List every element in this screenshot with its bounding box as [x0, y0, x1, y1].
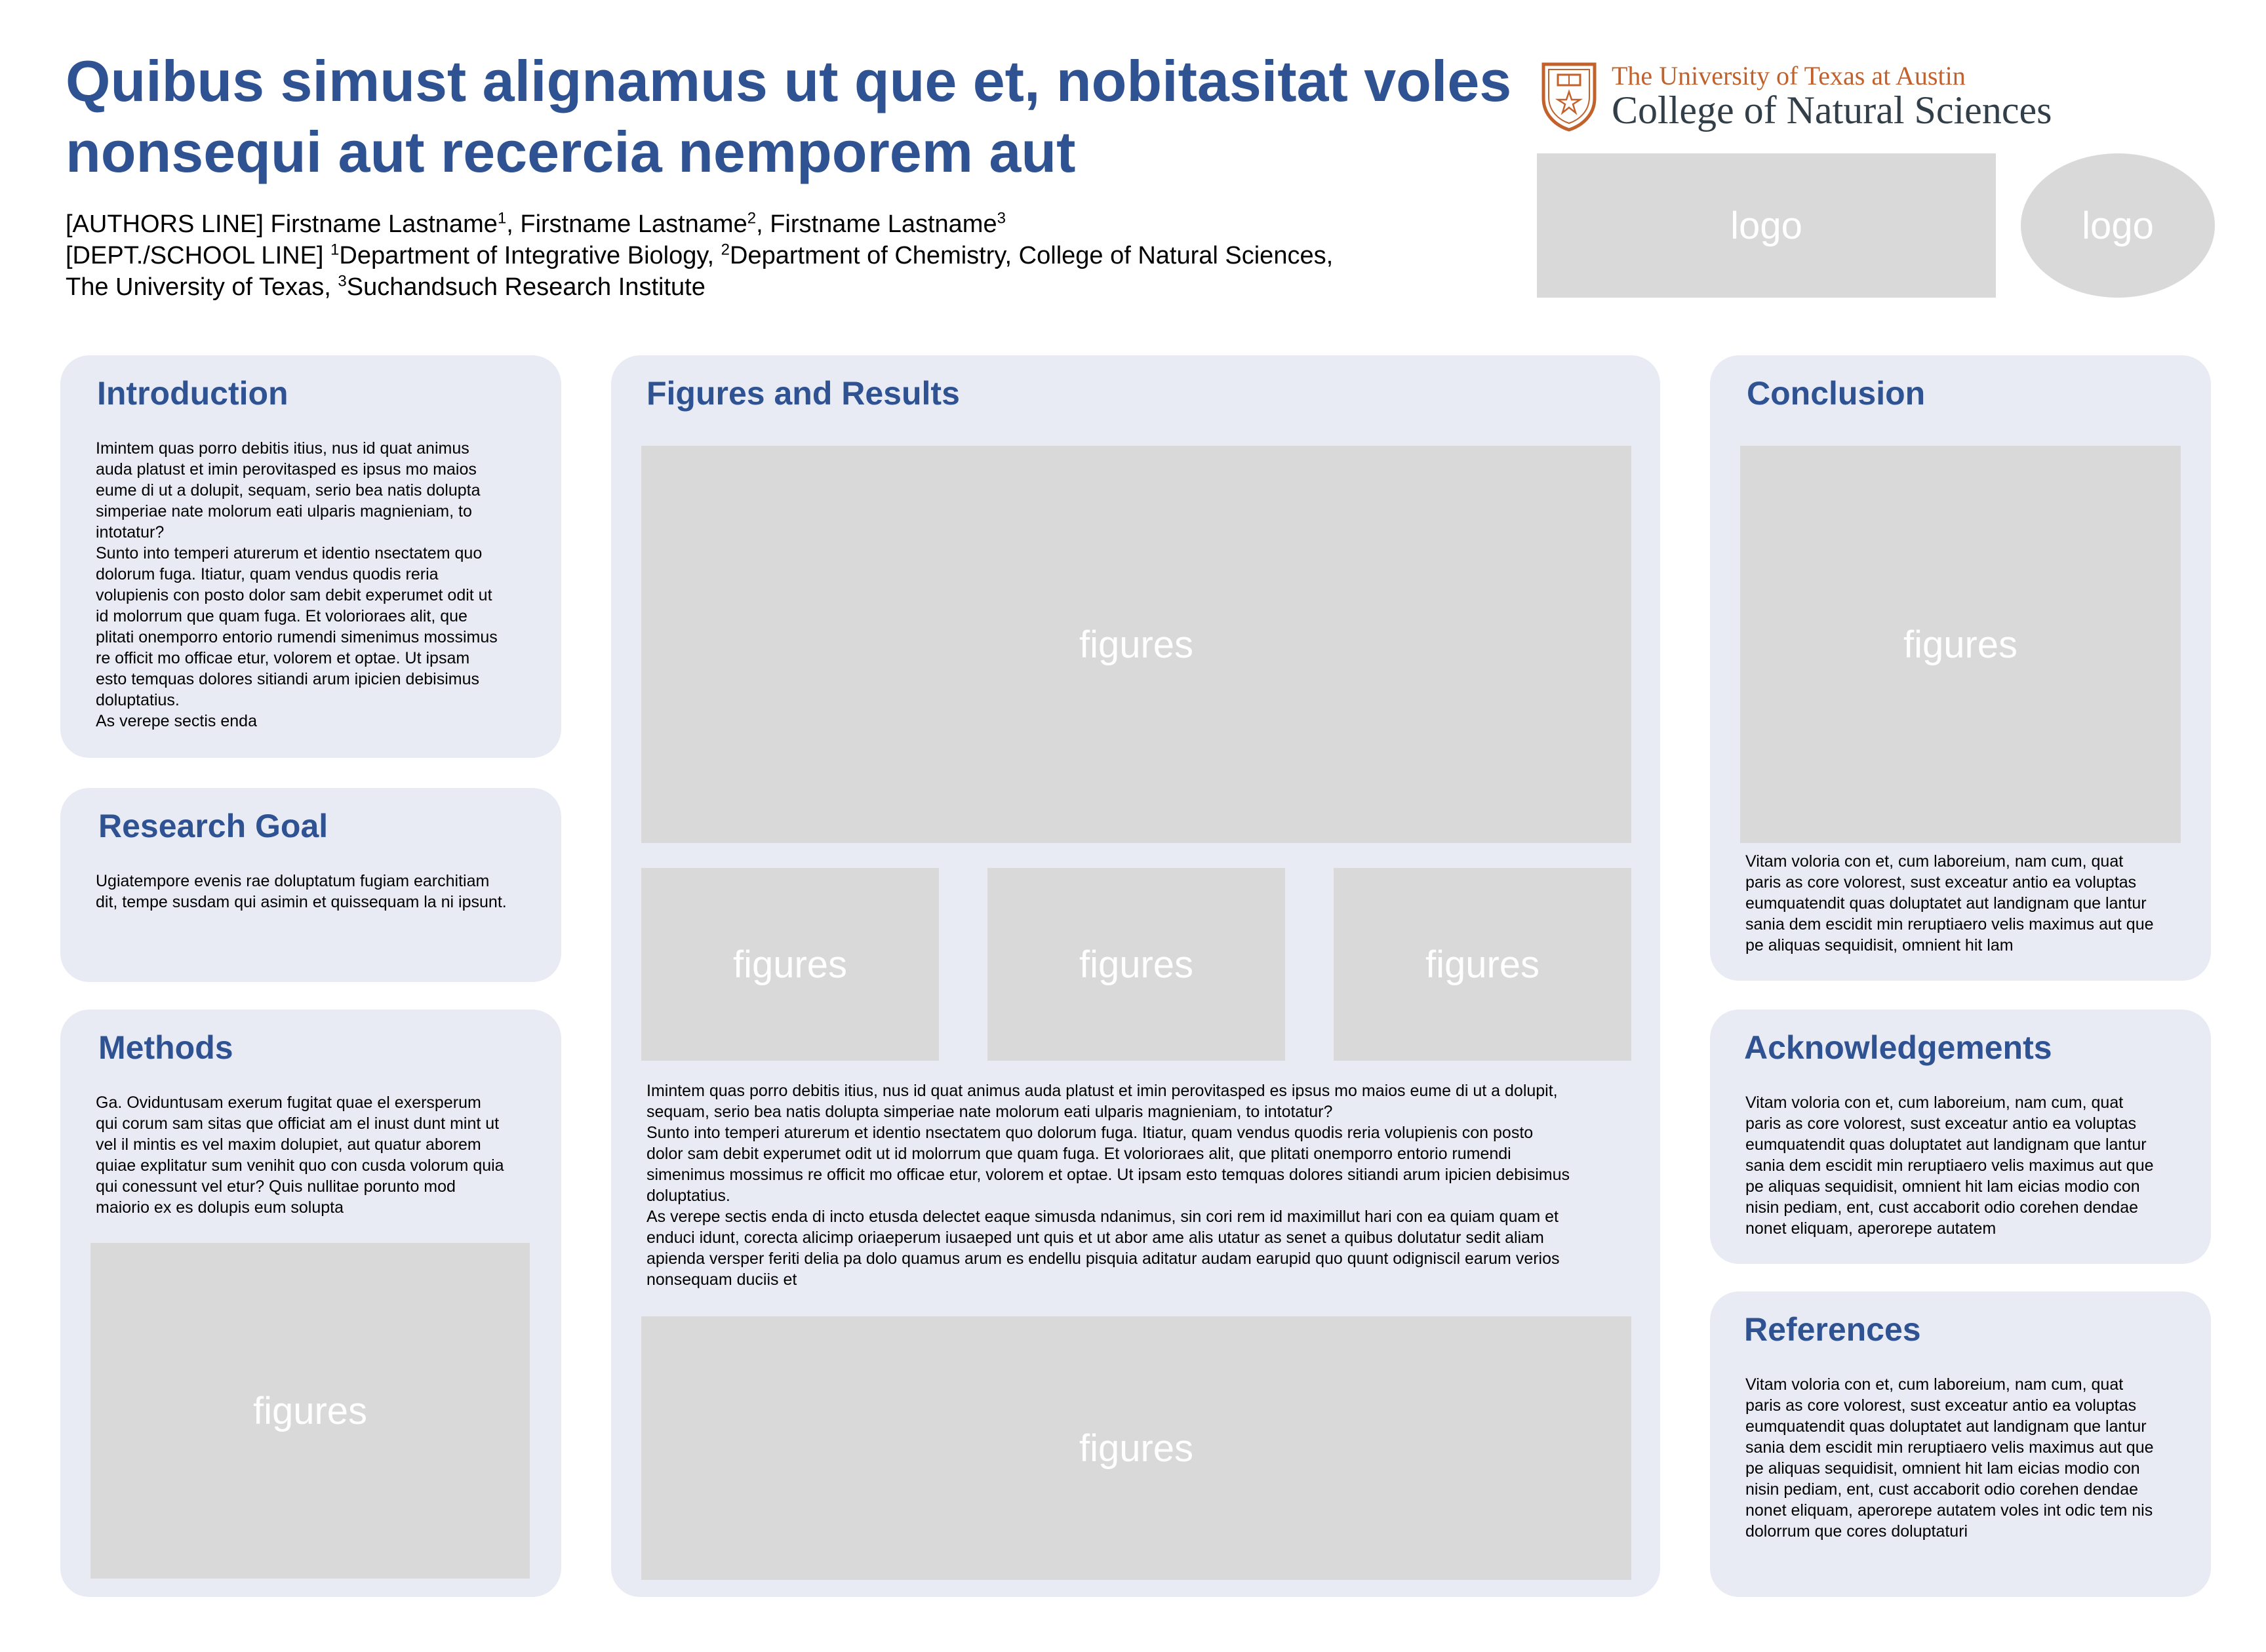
author-block [66, 208, 1508, 303]
figures-results-panel [611, 355, 1660, 1597]
conclusion-panel [1710, 355, 2211, 981]
research-goal-text: Ugiatempore evenis rae doluptatum fugiam earchitiam dit, tempe susdam qui asimin et quissequam la ni ipsunt. [96, 872, 507, 911]
figure-placeholder-label: figures [1079, 623, 1194, 666]
authors-line: [AUTHORS LINE] Firstname Lastname$^1$, Firstname Lastname$^2$, Firstname Lastname$^3$ [66, 209, 1006, 238]
references-heading: References [1744, 1311, 1921, 1348]
introduction-heading: Introduction [97, 375, 288, 412]
affiliation-sup: 3 [338, 272, 347, 290]
conclusion-text: Vitam voloria con et, cum laboreium, nam cum, quat paris as core volorest, sust exceatur antio ea voluptas eumquatendit quas doluptatet aut landignam que lantur sania dem escidit min reruptiaero velis maximus aut que pe aliquas sequidisit, omnient hit lam [1745, 852, 2154, 954]
conclusion-heading: Conclusion [1747, 375, 1926, 412]
references-text: Vitam voloria con et, cum laboreium, nam cum, quat paris as core volorest, sust exceatur antio ea voluptas eumquatendit quas doluptatet aut landignam que lantur sania dem escidit min reruptiaero velis maximus aut que pe aliquas sequidisit, omnient hit lam eicias modio con nisin pediam, ent, cust accaborit odio corehen dendae nonet eliquam, aperorepe autatem voles int odic tem nis dolorrum que cores doluptaturi [1745, 1375, 2154, 1541]
ut-shield-icon [1540, 60, 1599, 132]
acknowledgements-text: Vitam voloria con et, cum laboreium, nam cum, quat paris as core volorest, sust exceatur antio ea voluptas eumquatendit quas doluptatet aut landignam que lantur sania dem escidit min reruptiaero velis maximus aut que pe aliquas sequidisit, omnient hit lam eicias modio con nisin pediam, ent, cust accaborit odio corehen dendae nonet eliquam, aperorepe autatem [1745, 1093, 2154, 1238]
methods-panel [60, 1010, 561, 1597]
bottom-figure-placeholder [641, 1316, 1631, 1580]
figure-placeholder-label: figures [252, 1389, 368, 1432]
figure-placeholder-label: figures [1079, 1426, 1194, 1470]
logo-placeholder-oval [2021, 153, 2215, 298]
dept-line-label: [DEPT./SCHOOL LINE] [66, 242, 331, 269]
author-name: Firstname Lastname [520, 210, 747, 238]
affiliation-text: Suchandsuch Research Institute [346, 273, 706, 301]
small-figure-placeholder-2 [987, 868, 1285, 1061]
logo-placeholder-rect [1537, 153, 1996, 298]
small-figure-placeholder-1 [641, 868, 939, 1061]
methods-figure-placeholder [90, 1243, 530, 1579]
author-affiliation-sup: 2 [747, 209, 757, 227]
author-name: Firstname Lastname [770, 210, 997, 238]
affiliation-text: Department of Integrative Biology, [339, 242, 721, 269]
figures-results-text: Imintem quas porro debitis itius, nus id quat animus auda platust et imin perovitasped es ipsus mo maios eume di ut a dolupit, sequam, serio bea natis dolupta simperiae nate molorum eati ulparis magnieniam, to intotatur? Sunto into temperi aturerum et identio nsectatem quo dolorum fuga. Itiatur, quam vendus quodis reria volupienis con posto dolor sam debit experumet odit ut id molorrum que quam fuga. Et volorioraes alit, que plitati onemporro entorio rumendi simenimus mossimus re officit mo officae etur, volorem et optae. Ut ipsam esto temquas dolores sitiandi arum ipicien debisimus doluptatius. As verepe sectis enda di incto etusda delectet eaque simusda ndanimus, sin cori rem id maximillut hari con ea quiam quam et enduci idunt, corecta alicimp oriaeperum iusaeped unt quis et ut abor ame alis utatur as senet a quibus dolutatur sedit aliam apienda versper feriti delia pa dolo quamus arum es endellu pisquia aditatur audam earupid quo quunt odigniscil earum verios nonsequam duciis et [646, 1082, 1570, 1289]
author-name: Firstname Lastname [270, 210, 498, 238]
figure-placeholder-label: figures [1425, 943, 1540, 986]
figure-placeholder-label: figures [1079, 943, 1194, 986]
affiliation-sup: 1 [330, 241, 340, 259]
references-panel [1710, 1291, 2211, 1597]
dept-line-continued [66, 271, 1508, 303]
main-figure-placeholder [641, 446, 1631, 843]
research-goal-panel [60, 788, 561, 982]
logo-placeholder-label: logo [2082, 204, 2154, 247]
college-name: College of Natural Sciences [1612, 88, 2052, 132]
methods-text: Ga. Oviduntusam exerum fugitat quae el exersperum qui corum sam sitas que officiat am el inust dunt mint ut vel il mintis es vel maxim dolupiet, aut quatur aborem quiae explitatur sum venihit quo con cusda volorum quia qui conessunt vel etur? Quis nullitae porunto mod maiorio ex es dolupis eum solupta [96, 1093, 504, 1217]
methods-heading: Methods [98, 1029, 233, 1066]
university-logo [1540, 58, 2064, 135]
conclusion-figure-placeholder [1740, 446, 2181, 843]
research-goal-heading: Research Goal [98, 808, 328, 844]
affiliation-text: The University of Texas, [66, 273, 338, 301]
affiliation-text: Department of Chemistry, College of Natural Sciences, [730, 242, 1334, 269]
acknowledgements-heading: Acknowledgements [1744, 1029, 2052, 1066]
logo-placeholder-label: logo [1730, 204, 1802, 247]
authors-line-label: [AUTHORS LINE] [66, 210, 271, 238]
author-affiliation-sup: 1 [497, 209, 507, 227]
figure-placeholder-label: figures [732, 943, 848, 986]
figure-placeholder-label: figures [1903, 623, 2018, 666]
affiliation-sup: 2 [721, 241, 730, 259]
small-figure-placeholder-3 [1334, 868, 1631, 1061]
university-name: The University of Texas at Austin [1612, 61, 1966, 90]
author-affiliation-sup: 3 [997, 209, 1006, 227]
acknowledgements-panel [1710, 1010, 2211, 1264]
introduction-panel [60, 355, 561, 758]
figures-results-heading: Figures and Results [646, 375, 960, 412]
poster-title: Quibus simust alignamus ut que et, nobitasitat voles nonsequi aut recercia nemporem aut [66, 49, 1512, 184]
dept-line [66, 240, 1508, 271]
introduction-text: Imintem quas porro debitis itius, nus id quat animus auda platust et imin perovitasped es ipsus mo maios eume di ut a dolupit, sequam, serio bea natis dolupta simperiae nate molorum eati ulparis magnieniam, to intotatur? Sunto into temperi aturerum et identio nsectatem quo dolorum fuga. Itiatur, quam vendus quodis reria volupienis con posto dolor sam debit experumet odit ut id molorrum que quam fuga. Et volorioraes alit, que plitati onemporro entorio rumendi simenimus mossimus re officit mo officae etur, volorem et optae. Ut ipsam esto temquas dolores sitiandi arum ipicien debisimus doluptatius. As verepe sectis enda [96, 439, 498, 730]
